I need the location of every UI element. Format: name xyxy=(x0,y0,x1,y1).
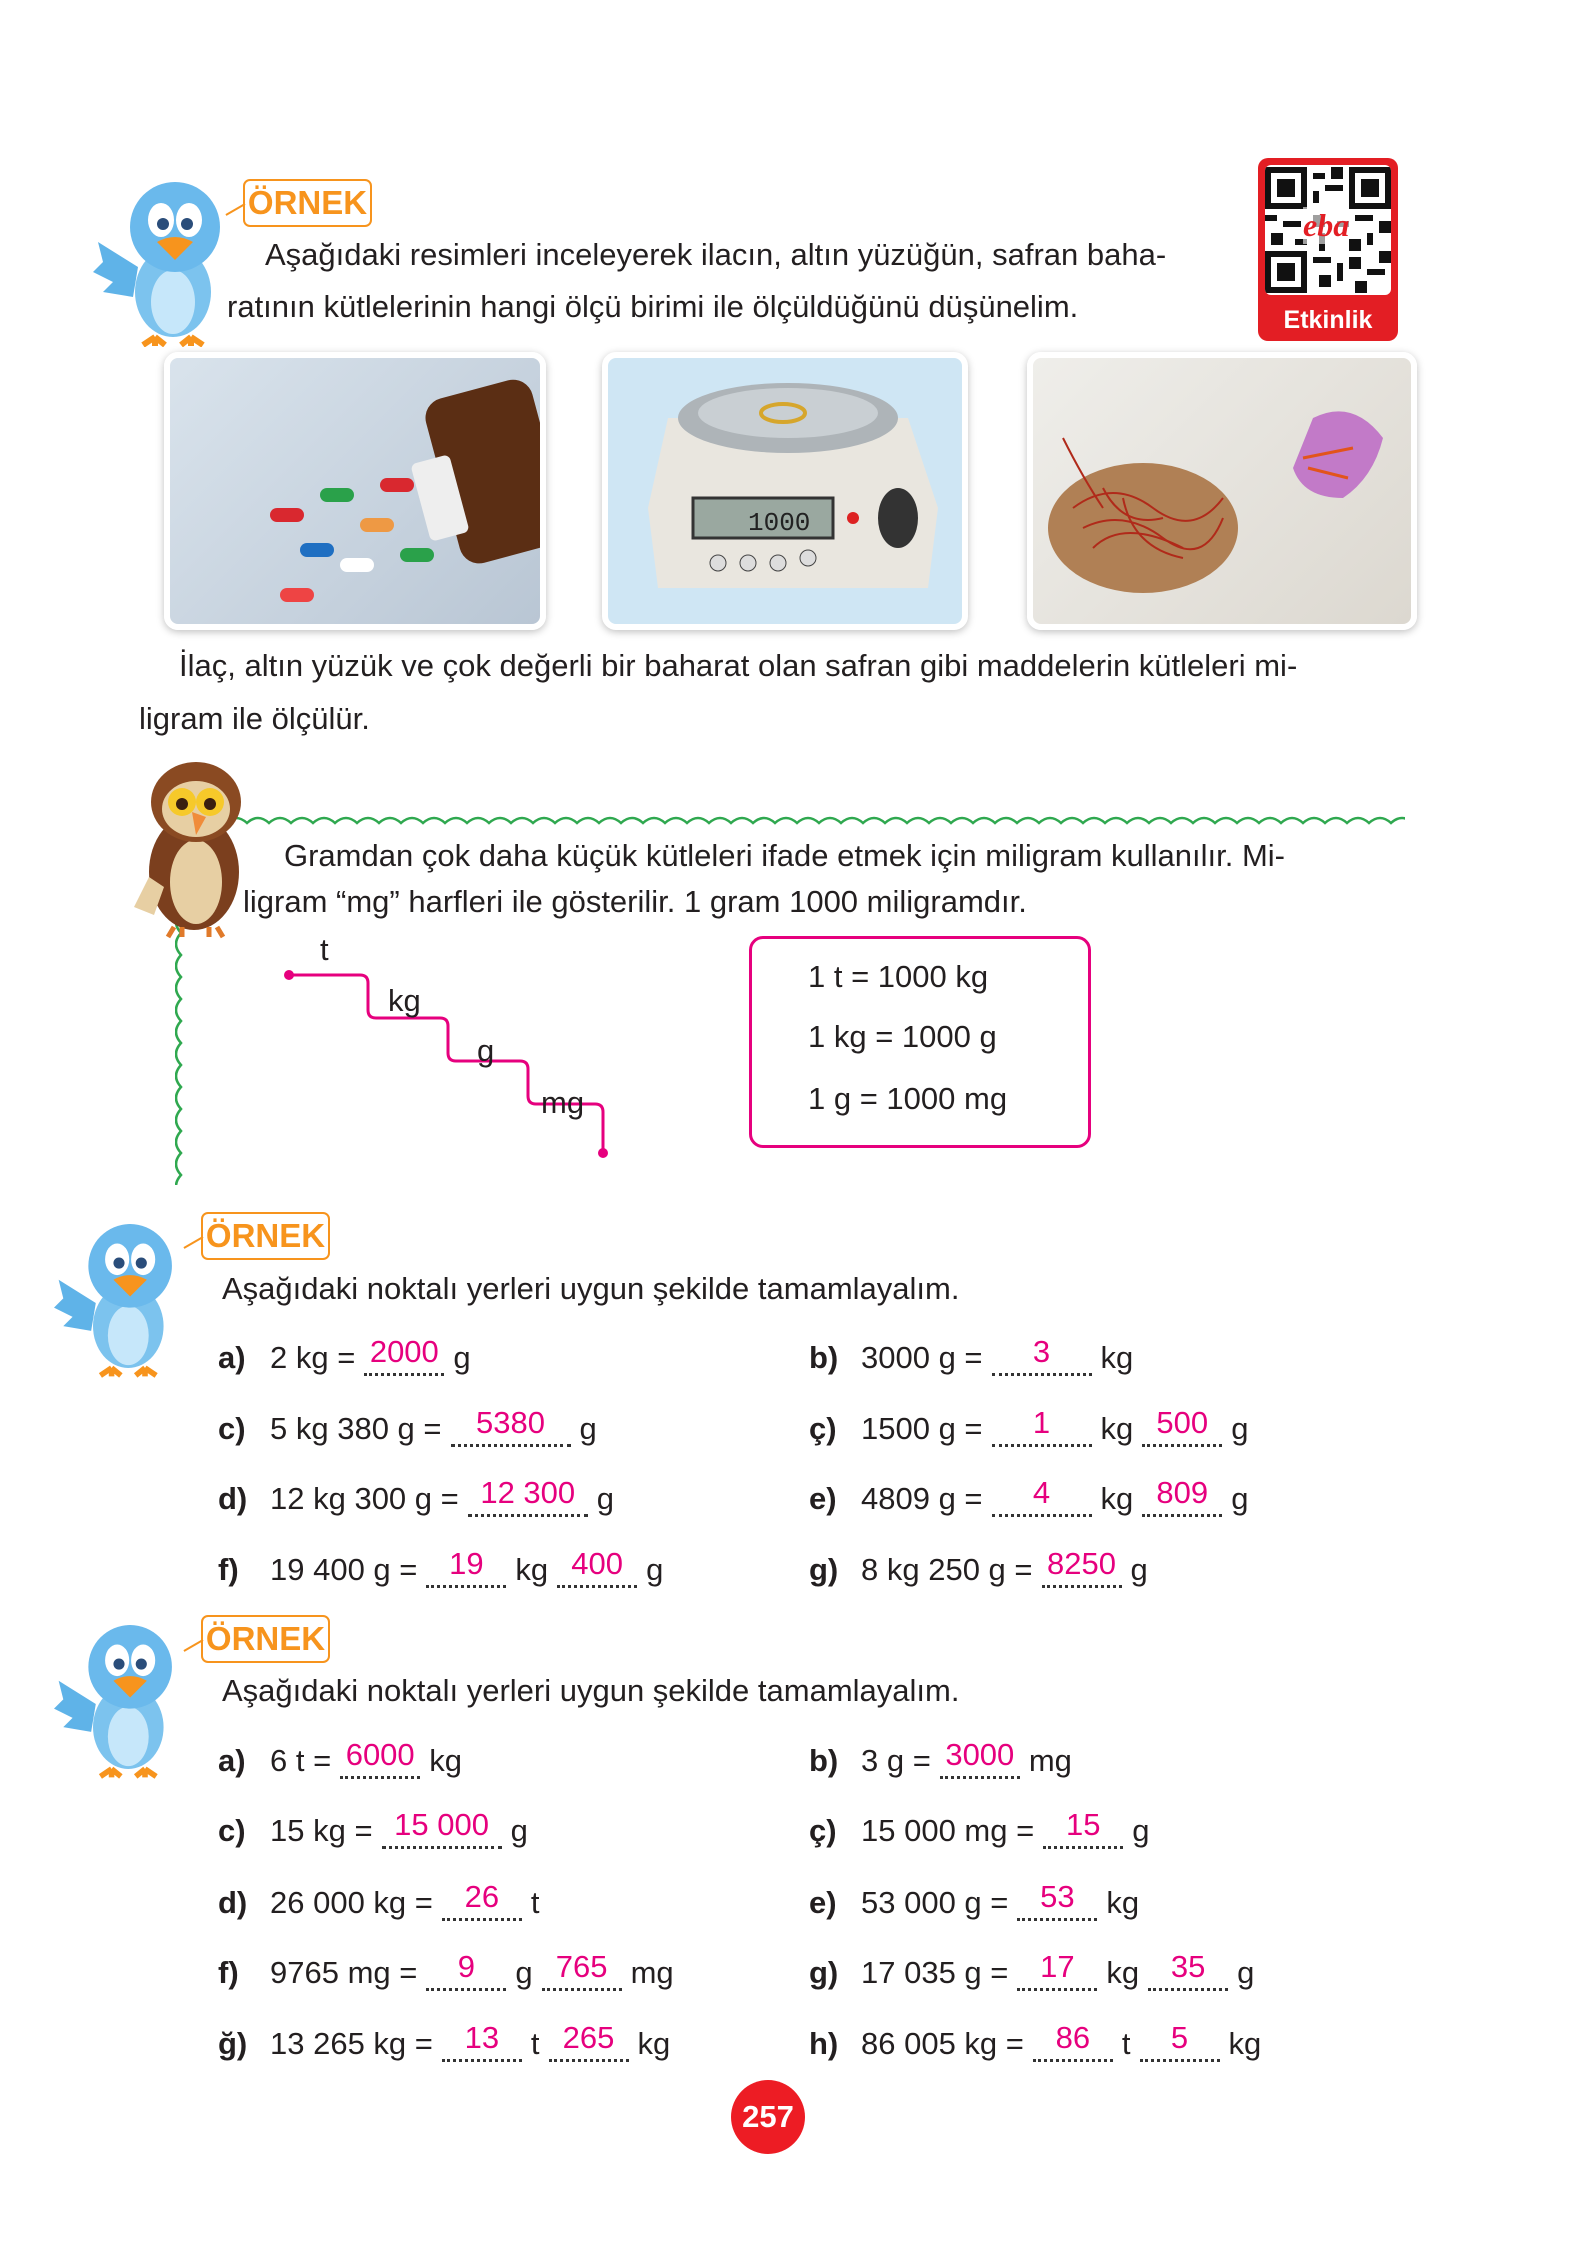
exercise-text: kg xyxy=(1228,2026,1262,2061)
qr-code-activity[interactable] xyxy=(1258,158,1398,341)
exercise-text: 6 t = xyxy=(270,1743,332,1778)
answer-blank[interactable] xyxy=(1017,1879,1097,1921)
answer-value: 5380 xyxy=(476,1405,545,1440)
exercise-text: g xyxy=(1132,1813,1150,1848)
exercise-text: 2 kg = xyxy=(270,1340,356,1375)
exercise-label: ç) xyxy=(809,1813,837,1848)
answer-blank[interactable] xyxy=(1142,1475,1222,1517)
exercise-text: 86 005 kg = xyxy=(861,2026,1024,2061)
answer-value: 15 000 xyxy=(394,1807,489,1842)
exercise-text: 8 kg 250 g = xyxy=(861,1552,1033,1587)
answer-blank[interactable] xyxy=(451,1405,571,1447)
exercise-text: mg xyxy=(630,1955,674,1990)
exercise-label: h) xyxy=(809,2026,839,2061)
answer-value: 35 xyxy=(1170,1949,1206,1984)
paragraph-line-1: İlaç, altın yüzük ve çok değerli bir baharat olan safran gibi maddelerin kütleleri mi- xyxy=(179,648,1298,683)
step-label-kg: kg xyxy=(388,983,421,1018)
answer-value: 1 xyxy=(1032,1405,1051,1440)
answer-value: 809 xyxy=(1156,1475,1209,1510)
exercise-label: b) xyxy=(809,1340,839,1375)
staircase-line xyxy=(289,975,603,1153)
exercise-item xyxy=(218,1737,468,1781)
exercise-text: kg xyxy=(637,2026,671,2061)
medicine-pills-photo xyxy=(164,352,546,630)
exercise-label: ğ) xyxy=(218,2026,248,2061)
exercise-text: 3 g = xyxy=(861,1743,931,1778)
exercise-text: kg xyxy=(1100,1411,1134,1446)
exercise-item xyxy=(218,2020,676,2064)
exercise-text: 17 035 g = xyxy=(861,1955,1009,1990)
exercise-item xyxy=(809,1879,1145,1923)
exercise-text: kg xyxy=(1100,1481,1134,1516)
exercise-text: 4809 g = xyxy=(861,1481,983,1516)
example-badge: ÖRNEK xyxy=(243,179,372,227)
answer-value: 3 xyxy=(1032,1334,1051,1369)
bird-mascot-icon xyxy=(54,1611,184,1783)
exercise-label: c) xyxy=(218,1411,246,1446)
bird-mascot-icon xyxy=(54,1210,184,1382)
exercise-text: 3000 g = xyxy=(861,1340,983,1375)
answer-blank[interactable] xyxy=(442,2020,522,2062)
answer-blank[interactable] xyxy=(364,1334,444,1376)
exercise-label: e) xyxy=(809,1885,837,1920)
exercise-item xyxy=(218,1807,534,1851)
exercise-text: 1500 g = xyxy=(861,1411,983,1446)
exercise-text: g xyxy=(596,1481,614,1516)
rule-t-kg: 1 t = 1000 kg xyxy=(808,959,989,994)
exercise-item xyxy=(218,1475,620,1519)
answer-blank[interactable] xyxy=(442,1879,522,1921)
exercise-item xyxy=(218,1949,680,1993)
exercise-label: d) xyxy=(218,1481,248,1516)
exercise-text: g xyxy=(579,1411,597,1446)
bird-mascot-icon xyxy=(93,172,233,347)
exercise-item xyxy=(809,1737,1078,1781)
intro-line-2: ratının kütlelerinin hangi ölçü birimi ile ölçüldüğünü düşünelim. xyxy=(227,289,1079,324)
exercise-text: 26 000 kg = xyxy=(270,1885,433,1920)
exercise-item xyxy=(218,1334,477,1378)
exercise-text: kg xyxy=(515,1552,549,1587)
answer-value: 15 xyxy=(1065,1807,1101,1842)
answer-value: 765 xyxy=(555,1949,608,1984)
page-number: 257 xyxy=(731,2080,805,2154)
exercise-text: g xyxy=(1130,1552,1148,1587)
paragraph-line-2: ligram ile ölçülür. xyxy=(139,701,370,736)
rule-kg-g: 1 kg = 1000 g xyxy=(808,1019,997,1054)
exercise-item xyxy=(809,1949,1260,1993)
info-line-1: Gramdan çok daha küçük kütleleri ifade etmek için miligram kullanılır. Mi- xyxy=(284,838,1285,873)
scale-display: 1000 xyxy=(748,508,811,538)
answer-blank[interactable] xyxy=(1033,2020,1113,2062)
exercise-label: f) xyxy=(218,1552,239,1587)
exercise-text: t xyxy=(1121,2026,1131,2061)
exercise-text: 9765 mg = xyxy=(270,1955,418,1990)
eba-logo: eba xyxy=(1303,207,1350,243)
step-label-mg: mg xyxy=(541,1085,585,1120)
answer-value: 19 xyxy=(449,1546,484,1581)
answer-blank[interactable] xyxy=(992,1475,1092,1517)
exercise-item xyxy=(218,1405,603,1449)
answer-blank[interactable] xyxy=(1017,1949,1097,1991)
answer-blank[interactable] xyxy=(542,1949,622,1991)
info-line-2: ligram “mg” harfleri ile gösterilir. 1 gram 1000 miligramdır. xyxy=(243,884,1027,919)
answer-blank[interactable] xyxy=(992,1334,1092,1376)
exercise-text: g xyxy=(1237,1955,1255,1990)
exercise-text: mg xyxy=(1028,1743,1072,1778)
answer-value: 500 xyxy=(1156,1405,1209,1440)
exercise-label: a) xyxy=(218,1340,246,1375)
answer-blank[interactable] xyxy=(940,1737,1020,1779)
example2-instruction: Aşağıdaki noktalı yerleri uygun şekilde tamamlayalım. xyxy=(222,1271,960,1306)
answer-blank[interactable] xyxy=(426,1949,506,1991)
exercise-text: g xyxy=(1231,1411,1249,1446)
exercise-label: g) xyxy=(809,1955,839,1990)
answer-value: 86 xyxy=(1055,2020,1091,2055)
exercise-label: f) xyxy=(218,1955,239,1990)
rule-g-mg: 1 g = 1000 mg xyxy=(808,1081,1008,1116)
answer-value: 3000 xyxy=(945,1737,1015,1772)
exercise-label: e) xyxy=(809,1481,837,1516)
exercise-item xyxy=(218,1879,546,1923)
exercise-text: 12 kg 300 g = xyxy=(270,1481,459,1516)
exercise-text: kg xyxy=(1106,1885,1140,1920)
step-label-t: t xyxy=(320,932,329,967)
answer-value: 5 xyxy=(1170,2020,1189,2055)
exercise-text: g xyxy=(515,1955,533,1990)
exercise-label: c) xyxy=(218,1813,246,1848)
exercise-text: 15 000 mg = xyxy=(861,1813,1035,1848)
example3-instruction: Aşağıdaki noktalı yerleri uygun şekilde tamamlayalım. xyxy=(222,1673,960,1708)
answer-blank[interactable] xyxy=(1148,1949,1228,1991)
answer-value: 9 xyxy=(457,1949,475,1984)
staircase-end-dot xyxy=(598,1148,608,1158)
precision-scale-photo xyxy=(602,352,968,630)
answer-value: 8250 xyxy=(1047,1546,1116,1581)
exercise-text: kg xyxy=(1106,1955,1140,1990)
answer-blank[interactable] xyxy=(382,1807,502,1849)
step-label-g: g xyxy=(477,1033,495,1068)
owl-mascot-icon xyxy=(134,757,254,939)
answer-value: 13 xyxy=(464,2020,500,2055)
answer-blank[interactable] xyxy=(557,1546,637,1588)
qr-code-icon xyxy=(1265,165,1391,295)
exercise-item xyxy=(809,1546,1154,1590)
exercise-text: 13 265 kg = xyxy=(270,2026,433,2061)
saffron-photo xyxy=(1027,352,1417,630)
answer-value: 2000 xyxy=(369,1334,439,1369)
exercise-item xyxy=(809,1334,1139,1378)
exercise-label: a) xyxy=(218,1743,246,1778)
answer-blank[interactable] xyxy=(340,1737,420,1779)
exercise-text: kg xyxy=(429,1743,462,1778)
conversion-rules-box xyxy=(749,936,1091,1148)
answer-value: 53 xyxy=(1040,1879,1075,1914)
exercise-text: g xyxy=(1231,1481,1249,1516)
answer-value: 12 300 xyxy=(480,1475,576,1510)
exercise-item xyxy=(809,2020,1267,2064)
qr-label: Etkinlik xyxy=(1283,306,1373,334)
exercise-text: t xyxy=(530,1885,540,1920)
exercise-item xyxy=(809,1405,1255,1449)
exercise-text: kg xyxy=(1100,1340,1134,1375)
example-badge: ÖRNEK xyxy=(201,1212,330,1260)
answer-blank[interactable] xyxy=(1042,1546,1122,1588)
exercise-label: d) xyxy=(218,1885,248,1920)
exercise-text: g xyxy=(646,1552,664,1587)
exercise-text: 19 400 g = xyxy=(270,1552,418,1587)
answer-blank[interactable] xyxy=(1140,2020,1220,2062)
exercise-text: g xyxy=(510,1813,528,1848)
intro-line-1: Aşağıdaki resimleri inceleyerek ilacın, altın yüzüğün, safran baha- xyxy=(265,237,1167,272)
answer-blank[interactable] xyxy=(1142,1405,1222,1447)
exercise-label: b) xyxy=(809,1743,839,1778)
answer-value: 17 xyxy=(1040,1949,1075,1984)
answer-value: 6000 xyxy=(345,1737,415,1772)
exercise-text: g xyxy=(453,1340,471,1375)
answer-blank[interactable] xyxy=(468,1475,588,1517)
exercise-text: t xyxy=(530,2026,540,2061)
exercise-label: g) xyxy=(809,1552,839,1587)
exercise-text: 53 000 g = xyxy=(861,1885,1009,1920)
answer-blank[interactable] xyxy=(426,1546,506,1588)
exercise-text: 15 kg = xyxy=(270,1813,373,1848)
answer-blank[interactable] xyxy=(1043,1807,1123,1849)
exercise-item xyxy=(218,1546,669,1590)
exercise-item xyxy=(809,1475,1255,1519)
unit-staircase-diagram xyxy=(280,965,620,1165)
answer-value: 400 xyxy=(571,1546,623,1581)
staircase-start-dot xyxy=(284,970,294,980)
example-badge: ÖRNEK xyxy=(201,1615,330,1663)
answer-blank[interactable] xyxy=(992,1405,1092,1447)
answer-blank[interactable] xyxy=(549,2020,629,2062)
answer-value: 26 xyxy=(464,1879,500,1914)
answer-value: 265 xyxy=(562,2020,615,2055)
exercise-text: 5 kg 380 g = xyxy=(270,1411,442,1446)
exercise-item xyxy=(809,1807,1155,1851)
answer-value: 4 xyxy=(1032,1475,1051,1510)
exercise-label: ç) xyxy=(809,1411,837,1446)
